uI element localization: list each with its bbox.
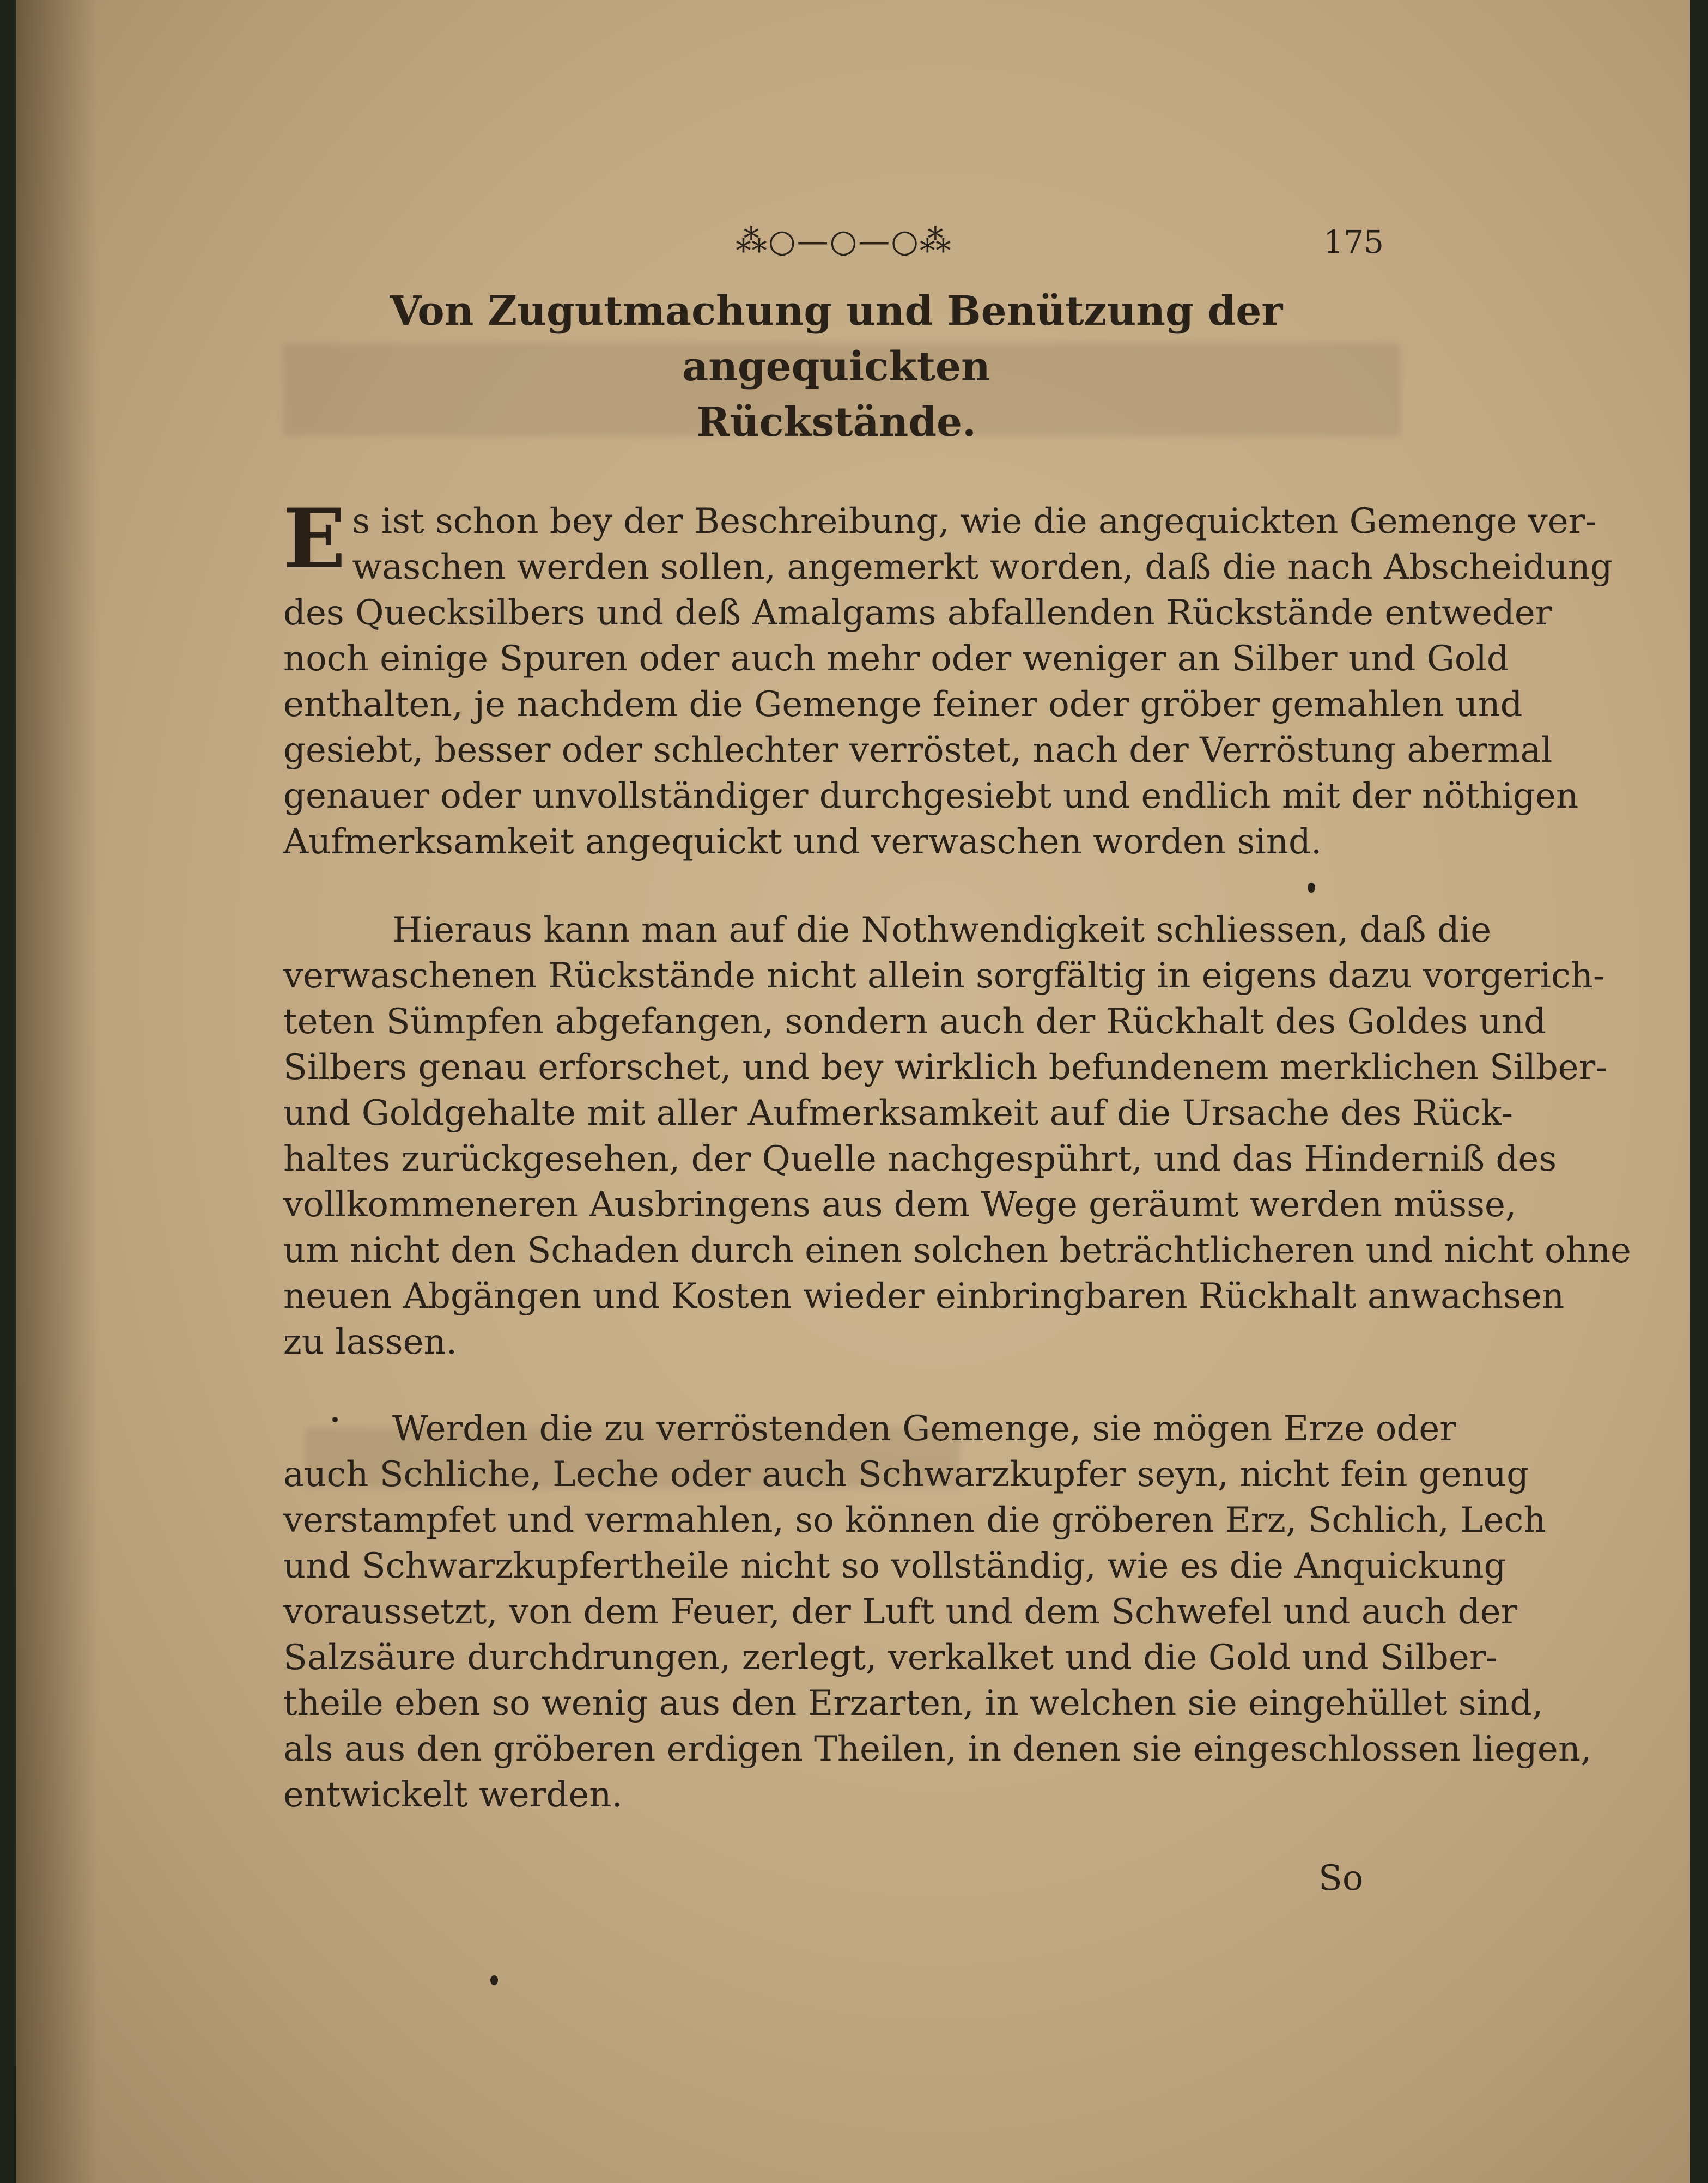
text-line: noch einige Spuren oder auch mehr oder weniger an Silber und Gold [283,639,1509,679]
text-line: vollkommeneren Ausbringens aus dem Wege geräumt werden müsse, [283,1185,1517,1225]
text-line: haltes zurückgesehen, der Quelle nachgespührt, und das Hinderniß des [283,1139,1557,1179]
title-line: Rückstände. [696,399,976,446]
ink-speck [1308,883,1315,893]
running-head [289,218,1384,267]
text-line: entwickelt werden. [283,1775,623,1815]
gutter-shadow [16,0,98,2183]
text-line: Hieraus kann man auf die Nothwendigkeit schliessen, daß die [392,910,1492,950]
ink-speck [490,1975,498,1985]
paragraph-1 [283,491,1613,865]
paragraph-3 [283,1406,1592,1818]
text-line: gesiebt, besser oder schlechter verröstet, nach der Verröstung abermal [283,730,1553,771]
text-line: des Quecksilbers und deß Amalgams abfallenden Rückstände entweder [283,593,1552,633]
text-line: um nicht den Schaden durch einen solchen beträchtlicheren und nicht ohne [283,1230,1631,1271]
text-line: Salzsäure durchdrungen, zerlegt, verkalket und die Gold und Silber- [283,1638,1498,1678]
title-line: Von Zugutmachung und Benützung der angequickten [390,288,1283,390]
page-number: 175 [1323,223,1384,260]
paragraph-2 [283,907,1631,1365]
drop-cap: E [283,491,346,587]
text-line: zu lassen. [283,1322,458,1362]
text-line: auch Schliche, Leche oder auch Schwarzkupfer seyn, nicht fein genug [283,1454,1529,1495]
section-title [289,283,1384,450]
text-line: neuen Abgängen und Kosten wieder einbringbaren Rückhalt anwachsen [283,1276,1565,1317]
text-line: voraussetzt, von dem Feuer, der Luft und dem Schwefel und auch der [283,1592,1518,1632]
ink-speck [332,1417,338,1422]
text-line: teten Sümpfen abgefangen, sondern auch der Rückhalt des Goldes und [283,1002,1547,1042]
text-line: enthalten, je nachdem die Gemenge feiner oder gröber gemahlen und [283,684,1523,725]
text-line: waschen werden sollen, angemerkt worden, daß die nach Abscheidung [352,547,1613,587]
text-line: theile eben so wenig aus den Erzarten, in welchen sie eingehüllet sind, [283,1683,1543,1724]
text-line: und Goldgehalte mit aller Aufmerksamkeit auf die Ursache des Rück- [283,1093,1513,1133]
text-line: als aus den gröberen erdigen Theilen, in denen sie eingeschlossen liegen, [283,1729,1592,1769]
text-line: genauer oder unvollständiger durchgesiebt und endlich mit der nöthigen [283,776,1579,816]
text-line: verstampfet und vermahlen, so können die gröberen Erz, Schlich, Lech [283,1500,1546,1541]
text-line: s ist schon bey der Beschreibung, wie die angequickten Gemenge ver- [352,501,1597,542]
text-line: Aufmerksamkeit angequickt und verwaschen worden sind. [283,822,1322,862]
text-line: verwaschenen Rückstände nicht allein sorgfältig in eigens dazu vorgerich- [283,956,1605,996]
text-line: Silbers genau erforschet, und bey wirklich befundenem merklichen Silber- [283,1047,1607,1088]
header-ornament: ⁂○—○—○⁂ [736,222,952,259]
catchword: So [1318,1858,1364,1899]
text-line: Werden die zu verröstenden Gemenge, sie mögen Erze oder [392,1409,1456,1449]
text-line: und Schwarzkupfertheile nicht so vollständig, wie es die Anquickung [283,1546,1506,1586]
